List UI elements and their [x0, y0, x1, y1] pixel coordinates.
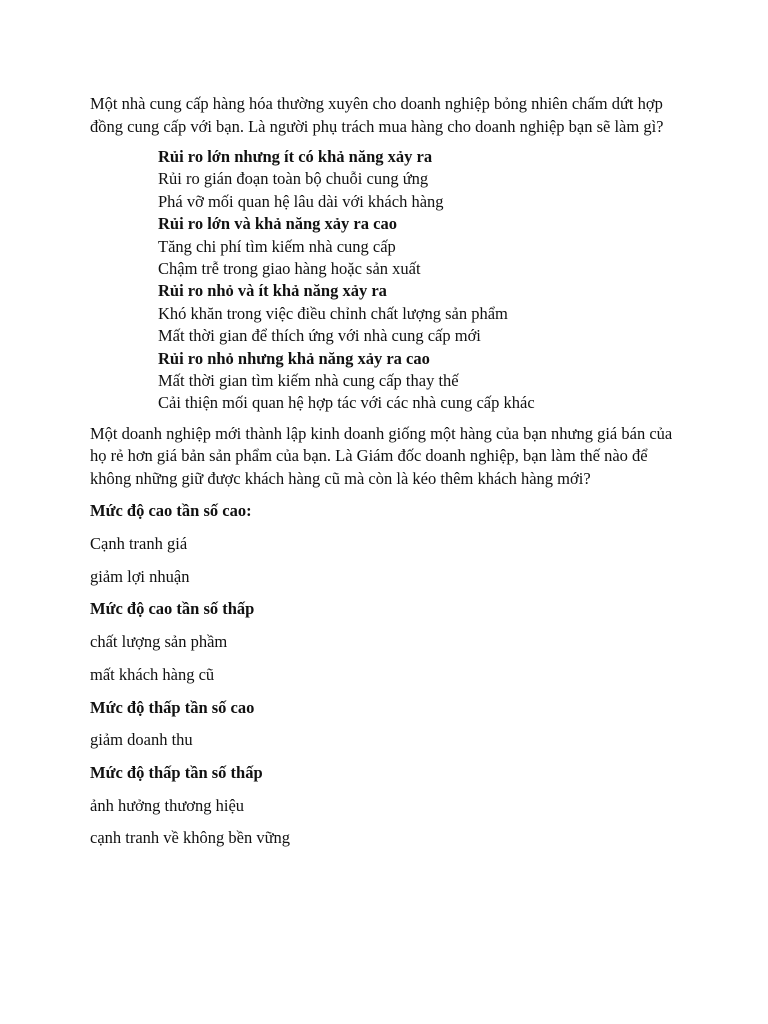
- risk-item: Tăng chi phí tìm kiếm nhà cung cấp: [158, 236, 396, 256]
- risk-heading-3: Rủi ro nhỏ và ít khả năng xảy ra: [158, 281, 387, 301]
- section-item: chất lượng sản phầm: [90, 632, 228, 652]
- section-heading-4: Mức độ thấp tần số thấp: [90, 762, 263, 782]
- document-page: [90, 93, 690, 860]
- risk-item: Mất thời gian để thích ứng với nhà cung cấp mới: [158, 326, 481, 346]
- section-heading-2: Mức độ cao tần số thấp: [90, 599, 255, 619]
- risk-list: [158, 146, 690, 415]
- question-2-paragraph: Một doanh nghiệp mới thành lập kinh doanh giống một hàng của bạn nhưng giá bán của họ rẻ hơn giá bản sản phẩm của bạn. Là Giám đốc doanh nghiệp, bạn làm thế nào để không những giữ được khách hàng cũ mà còn là kéo thêm khách hàng mới?: [90, 423, 673, 488]
- risk-heading-4: Rủi ro nhỏ nhưng khả năng xảy ra cao: [158, 348, 430, 368]
- risk-heading-2: Rủi ro lớn và khả năng xảy ra cao: [158, 214, 397, 234]
- risk-item: Mất thời gian tìm kiếm nhà cung cấp thay thế: [158, 371, 459, 391]
- risk-item: Rủi ro gián đoạn toàn bộ chuỗi cung ứng: [158, 169, 429, 189]
- risk-item: Chậm trễ trong giao hàng hoặc sản xuất: [158, 259, 421, 279]
- section-item: mất khách hàng cũ: [90, 664, 215, 684]
- risk-item: Khó khăn trong việc điều chỉnh chất lượng sản phẩm: [158, 303, 508, 323]
- section-heading-1: Mức độ cao tần số cao:: [90, 501, 252, 521]
- section-item: cạnh tranh về không bền vững: [90, 828, 291, 848]
- matrix-section: [90, 500, 690, 849]
- question-1-paragraph: Một nhà cung cấp hàng hóa thường xuyên cho doanh nghiệp bỏng nhiên chấm dứt hợp đồng cung cấp với bạn. Là người phụ trách mua hàng cho doanh nghiệp bạn sẽ làm gì?: [90, 94, 664, 136]
- section-item: giảm lợi nhuận: [90, 566, 190, 586]
- section-item: ảnh hưởng thương hiệu: [90, 795, 245, 815]
- risk-heading-1: Rủi ro lớn nhưng ít có khả năng xảy ra: [158, 147, 433, 166]
- risk-item: Phá vỡ mối quan hệ lâu dài với khách hàng: [158, 191, 444, 211]
- section-heading-3: Mức độ thấp tần số cao: [90, 697, 255, 717]
- section-item: giảm doanh thu: [90, 730, 193, 750]
- risk-item: Cải thiện mối quan hệ hợp tác với các nhà cung cấp khác: [158, 393, 535, 413]
- section-item: Cạnh tranh giá: [90, 534, 188, 554]
